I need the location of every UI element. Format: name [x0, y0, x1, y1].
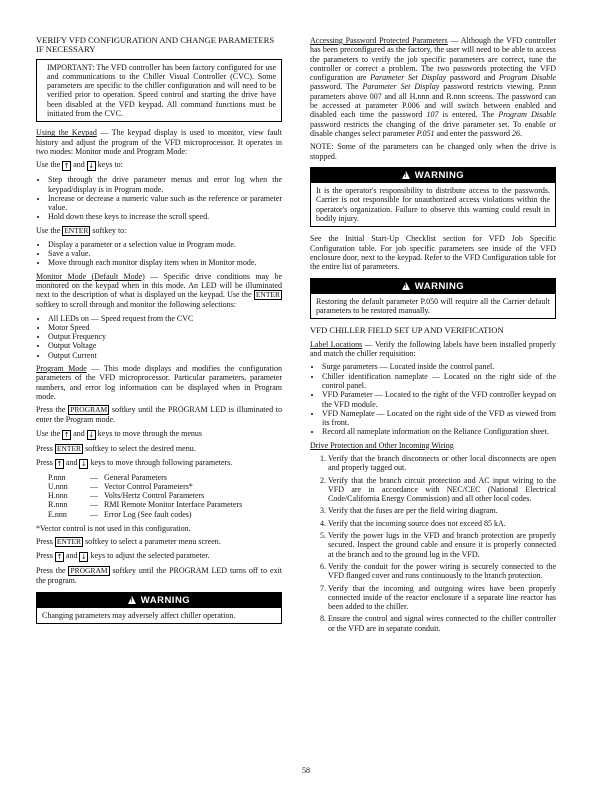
parameter-menu-list	[48, 473, 282, 519]
press-enter-menu-line: Press ENTER softkey to select a parameter menu screen.	[36, 537, 221, 547]
list-item: 2. Verify that the branch circuit protection and AC input wiring to the VFD are in accordance with NEC/CEC (National Electrical Code/California Energy Commission) and all other local codes.	[328, 476, 556, 504]
list-item: • Output Voltage	[48, 341, 282, 350]
press-program-line: Press the PROGRAM softkey until the PROGRAM LED is illuminated to enter the Program mode.	[36, 405, 283, 425]
password-paragraph: Accessing Password Protected Parameters — Although the VFD controller has been preconfigured as the factory, the user will need to be able to access the parameters to verify the job specific parameters are correct, tune the controller or correct a problem. The two passwords protecting the VFD configuration are Parameter Set Display password and Program Disable password. The Parameter Set Display password restricts viewing. P.nnn parameters above 007 and all H.nnn and R.nnn screens. The password can be accessed at parameter P.006 and will switch between enabled and disabled each time the password 107 is entered. The Program Disable password restricts the changing of the drive parameter set. To enable or disable changes select parameter P.051 and enter the password 26.	[310, 36, 557, 138]
up-arrow-key-icon: ↑	[56, 553, 63, 562]
warning-box-passwords	[310, 167, 556, 227]
program-mode-title: Program Mode	[36, 364, 87, 374]
list-item: • Move through each monitor display item when in Monitor mode.	[48, 258, 282, 267]
list-item: P.nnn — General Parameters	[48, 472, 167, 482]
drive-protection-title: Drive Protection and Other Incoming Wiring	[310, 440, 454, 450]
list-item: • Step through the drive parameter menus and error log when the keypad/display is in Program mode.	[48, 175, 282, 194]
up-arrow-key-icon: ↑	[63, 162, 70, 171]
password-title: Accessing Password Protected Parameters	[310, 36, 448, 45]
arrow-keys-line: Use the ↑ and ↓ keys to:	[36, 160, 123, 171]
monitor-list	[36, 314, 282, 360]
enter-key-icon: ENTER	[56, 537, 82, 547]
up-arrow-key-icon: ↑	[56, 459, 63, 468]
enter-key-icon: ENTER	[56, 443, 82, 453]
down-arrow-key-icon: ↓	[88, 162, 95, 171]
list-item: • Increase or decrease a numeric value such as the reference or parameter value.	[48, 194, 282, 213]
keypad-title: Using the Keypad	[36, 128, 97, 138]
program-mode-paragraph: Program Mode — This mode displays and modifies the configuration parameters of the VFD microprocessor. Particular parameters, parameter numbers, and error log information can be displayed when in Program mode.	[36, 364, 282, 401]
labels-paragraph: Label Locations — Verify the following labels have been installed properly and match the chiller requisition:	[310, 339, 556, 359]
warning-triangle-icon	[128, 596, 136, 604]
use-arrows-line: Use the ↑ and ↓ keys to move through the menus	[36, 428, 202, 439]
warning-text: Changing parameters may adversely affect chiller operation.	[42, 610, 236, 620]
important-notice: IMPORTANT: The VFD controller has been factory configured for use and communications to the Chiller Visual Controller (CVC). Some parameters are specific to the chiller configuration and will need to be verified prior to operation. Speed control and starting the drive have been disabled at the VFD keypad. All command functions must be initiated from the CVC.	[36, 59, 282, 123]
press-program-exit-line: Press the PROGRAM softkey until the PROGRAM LED turns off to exit the program.	[36, 566, 283, 586]
list-item: E.nnn — Error Log (See fault codes)	[48, 509, 192, 519]
monitor-mode-title: Monitor Mode (Default Mode)	[36, 271, 145, 281]
list-item: • Hold down these keys to increase the scroll speed.	[48, 212, 282, 221]
list-item: • Save a value.	[48, 249, 282, 258]
list-item: • Output Current	[48, 351, 282, 360]
left-column	[36, 36, 282, 631]
list-item: • Chiller identification nameplate — Located on the right side of the control panel.	[322, 372, 556, 391]
press-enter-line: Press ENTER softkey to select the desired menu.	[36, 443, 196, 453]
section-heading-verify: VERIFY VFD CONFIGURATION AND CHANGE PARAMETERS IF NECESSARY	[36, 35, 275, 55]
down-arrow-key-icon: ↓	[81, 553, 87, 562]
list-item: • Output Frequency	[48, 332, 282, 341]
program-key-icon: PROGRAM	[70, 405, 108, 415]
down-arrow-key-icon: ↓	[88, 430, 95, 439]
down-arrow-key-icon: ↓	[81, 459, 87, 468]
list-item: 6. Verify the conduit for the power wiring is securely connected to the VFD flanged cover and runs continuously to the branch protection.	[328, 562, 556, 581]
enter-key-icon: ENTER	[64, 225, 89, 235]
warning-header: !WARNING	[311, 279, 555, 294]
stopped-note: NOTE: Some of the parameters can be changed only when the drive is stopped.	[310, 142, 556, 161]
warning-box-parameters	[36, 592, 282, 625]
press-arrows-line: Press ↑ and ↓ keys to move through following parameters.	[36, 457, 233, 468]
list-item: 3. Verify that the fuses are per the field wiring diagram.	[328, 506, 556, 515]
warning-triangle-icon	[402, 282, 410, 290]
enter-keys-list	[36, 240, 282, 268]
labels-list	[310, 362, 556, 436]
list-item: 5. Verify the power lugs in the VFD and branch protection are properly secured. Inspect the ground cable and ensure it is properly connected at the branch and to the ground lug in the VFD.	[328, 531, 556, 559]
list-item: R.nnn — RMI Remote Monitor Interface Parameters	[48, 500, 243, 510]
list-item: 7. Verify that the incoming and outgoing wires have been properly connected inside of the reactor enclosure if a separate line reactor has been added to the chiller.	[328, 584, 556, 612]
warning-header: !WARNING	[311, 168, 555, 183]
list-item: H.nnn — Volts/Hertz Control Parameters	[48, 491, 205, 501]
startup-paragraph: See the Initial Start-Up Checklist section for VFD Job Specific Configuration table. For job specific parameters see inside of the VFD enclosure door, next to the keypad. Refer to the VFD Configuration table for the entire list of parameters.	[310, 234, 556, 272]
warning-text: Restoring the default parameter P.050 will require all the Carrier default parameters to be restored manually.	[316, 296, 550, 316]
warning-header: !WARNING	[37, 593, 281, 608]
section-heading-setup: VFD CHILLER FIELD SET UP AND VERIFICATION	[310, 325, 504, 336]
enter-key-line: Use the ENTER softkey to:	[36, 225, 127, 235]
page-number: 58	[302, 766, 310, 775]
press-arrows-adjust-line: Press ↑ and ↓ keys to adjust the selected parameter.	[36, 551, 210, 562]
drive-steps-list	[310, 454, 556, 633]
list-item: • Motor Speed	[48, 323, 282, 332]
vector-note: *Vector control is not used in this configuration.	[36, 523, 191, 533]
list-item: • Display a parameter or a selection value in Program mode.	[48, 240, 282, 249]
monitor-mode-paragraph: Monitor Mode (Default Mode) — Specific drive conditions may be monitored on the keypad when in this mode. An LED will be illuminated next to the description of what is displayed on the keypad. Use the ENTER softkey to scroll through and monitor the following selections:	[36, 271, 282, 310]
warning-box-defaults	[310, 278, 556, 320]
list-item: • VFD Parameter — Located to the right of the VFD controller keypad on the VFD module.	[322, 390, 556, 409]
labels-title: Label Locations	[310, 339, 363, 349]
enter-key-icon: ENTER	[255, 290, 280, 300]
list-item: U.nnn — Vector Control Parameters*	[48, 481, 193, 491]
list-item: • All LEDs on — Speed request from the CVC	[48, 314, 282, 323]
list-item: • VFD Nameplate — Located on the right side of the VFD as viewed from its front.	[322, 409, 556, 428]
list-item: • Surge parameters — Located inside the control panel.	[322, 362, 556, 371]
warning-text: It is the operator's responsibility to distribute access to the passwords. Carrier is not responsible for unauthorized access violations within the operator's organization. Failure to observe this warning could result in bodily injury.	[316, 186, 550, 224]
list-item: 8. Ensure the control and signal wires connected to the chiller controller or the VFD are in separate conduit.	[328, 614, 556, 633]
right-column	[310, 36, 556, 637]
keypad-paragraph: Using the Keypad — The keypad display is used to monitor, view fault history and adjust the program of the VFD microprocessor. It operates in two modes: Monitor mode and Program Mode:	[36, 128, 282, 156]
program-key-icon: PROGRAM	[70, 566, 108, 576]
arrow-keys-list	[36, 175, 282, 221]
list-item: • Record all nameplate information on the Reliance Configuration sheet.	[322, 427, 556, 436]
list-item: 1. Verify that the branch disconnects or other local disconnects are open and properly tagged out.	[328, 454, 556, 473]
up-arrow-key-icon: ↑	[63, 430, 70, 439]
list-item: 4. Verify that the incoming source does not exceed 85 kA.	[328, 519, 556, 528]
warning-triangle-icon	[402, 171, 410, 179]
